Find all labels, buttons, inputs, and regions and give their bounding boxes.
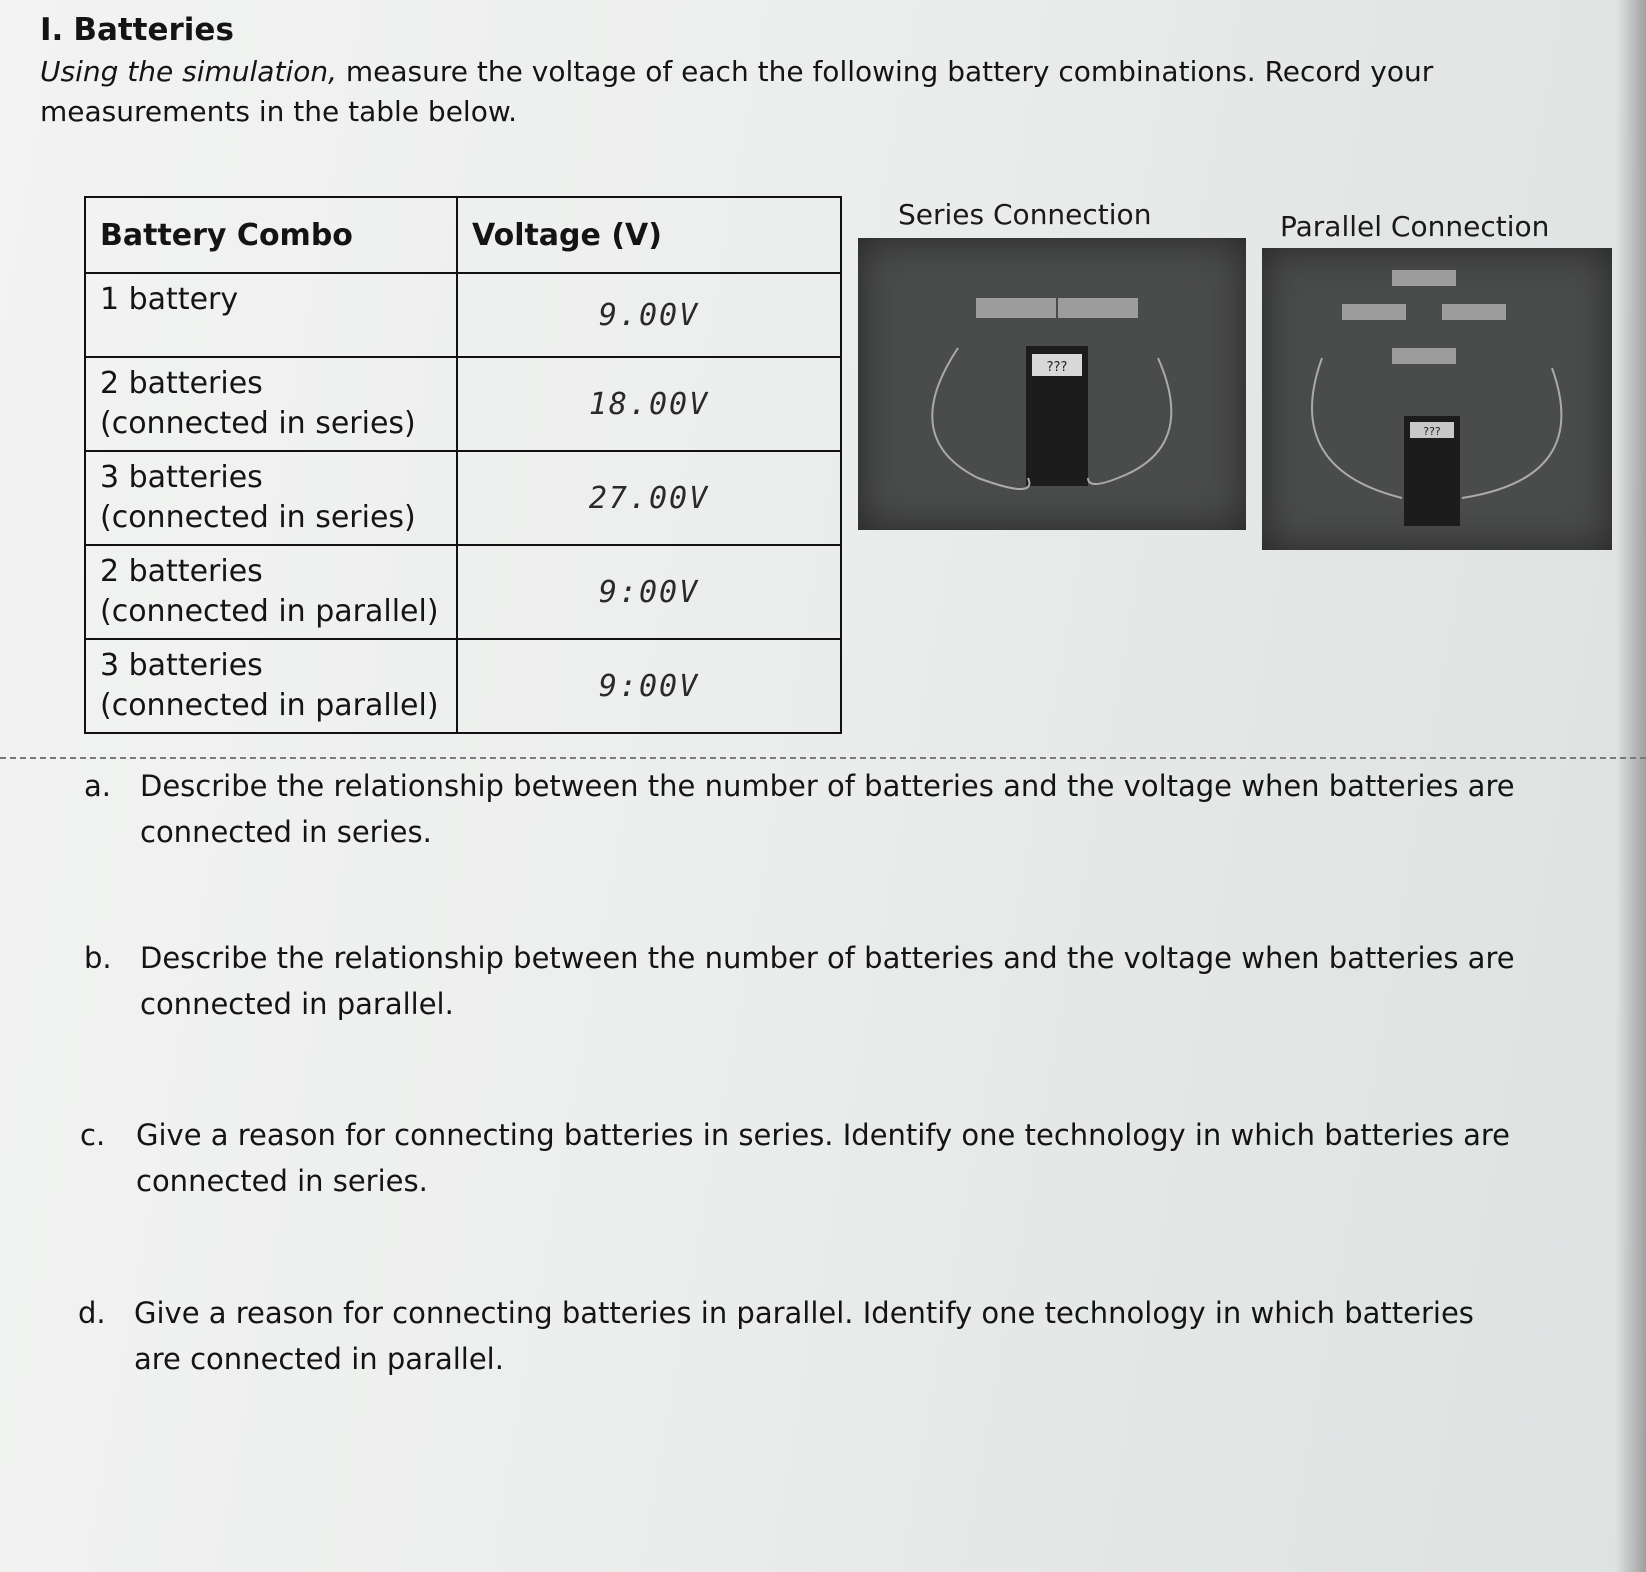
combo-line2: (connected in series) [100,406,416,441]
parallel-connection-label: Parallel Connection [1280,210,1550,243]
question-letter: d. [78,1296,106,1330]
series-connection-label: Series Connection [898,198,1152,231]
meter-readout: ??? [1046,360,1068,375]
battery-icon [976,298,1056,318]
combo-cell [85,451,457,545]
probe-wire-icon [1312,358,1402,498]
question-text: Give a reason for connecting batteries in parallel. Identify one technology in which batteries are connected in parallel. [134,1296,1474,1376]
voltage-value[interactable]: 9:00V [457,545,841,639]
combo-line2: (connected in parallel) [100,594,439,629]
question-letter: c. [80,1118,106,1152]
series-connection-image [858,238,1246,530]
combo-line1: 3 batteries [100,460,263,495]
dashed-divider [0,757,1646,759]
probe-wire-icon [1462,368,1561,498]
battery-icon [1342,304,1406,320]
combo-cell [85,639,457,733]
probe-wire-icon [1088,358,1171,484]
page-edge-shadow [1616,0,1646,1572]
question-letter: a. [84,769,111,803]
battery-icon [1392,270,1456,286]
battery-icon [1442,304,1506,320]
table-header-row [85,197,841,273]
section-number: I. [40,12,64,48]
question-text: Describe the relationship between the number of batteries and the voltage when batteries are connected in series. [140,769,1515,849]
question-d [78,1290,1514,1382]
table-row [85,545,841,639]
intro-italic: Using the simulation, [40,55,337,88]
probe-wire-icon [932,348,1029,489]
intro-rest: measure the voltage of each the following battery combinations. Record your measurements in the table below. [40,55,1434,128]
question-c [80,1112,1516,1204]
battery-voltage-table [84,196,842,734]
parallel-connection-image [1262,248,1612,550]
table-row [85,357,841,451]
combo-line2: (connected in parallel) [100,688,439,723]
section-title [40,12,234,48]
table-row [85,451,841,545]
question-letter: b. [84,941,112,975]
combo-line1: 3 batteries [100,648,263,683]
combo-line1: 2 batteries [100,366,263,401]
header-battery-combo: Battery Combo [85,197,457,273]
series-circuit-drawing [858,238,1246,530]
voltage-value[interactable]: 18.00V [457,357,841,451]
combo-cell [85,357,457,451]
voltage-value[interactable]: 9:00V [457,639,841,733]
voltage-value[interactable]: 27.00V [457,451,841,545]
question-a [84,763,1520,855]
parallel-circuit-drawing [1262,248,1612,550]
combo-cell [85,273,457,357]
table-row [85,273,841,357]
section-title-text: Batteries [73,12,234,48]
combo-cell [85,545,457,639]
question-b [84,935,1520,1027]
question-text: Give a reason for connecting batteries in series. Identify one technology in which batteries are connected in series. [136,1118,1511,1198]
voltage-value[interactable]: 9.00V [457,273,841,357]
combo-line2: (connected in series) [100,500,416,535]
intro-instructions [40,52,1460,132]
combo-line1: 1 battery [100,282,239,317]
meter-readout: ??? [1423,425,1441,438]
battery-icon [1058,298,1138,318]
table-row [85,639,841,733]
battery-icon [1392,348,1456,364]
question-text: Describe the relationship between the number of batteries and the voltage when batteries are connected in parallel. [140,941,1515,1021]
combo-line1: 2 batteries [100,554,263,589]
header-voltage: Voltage (V) [457,197,841,273]
